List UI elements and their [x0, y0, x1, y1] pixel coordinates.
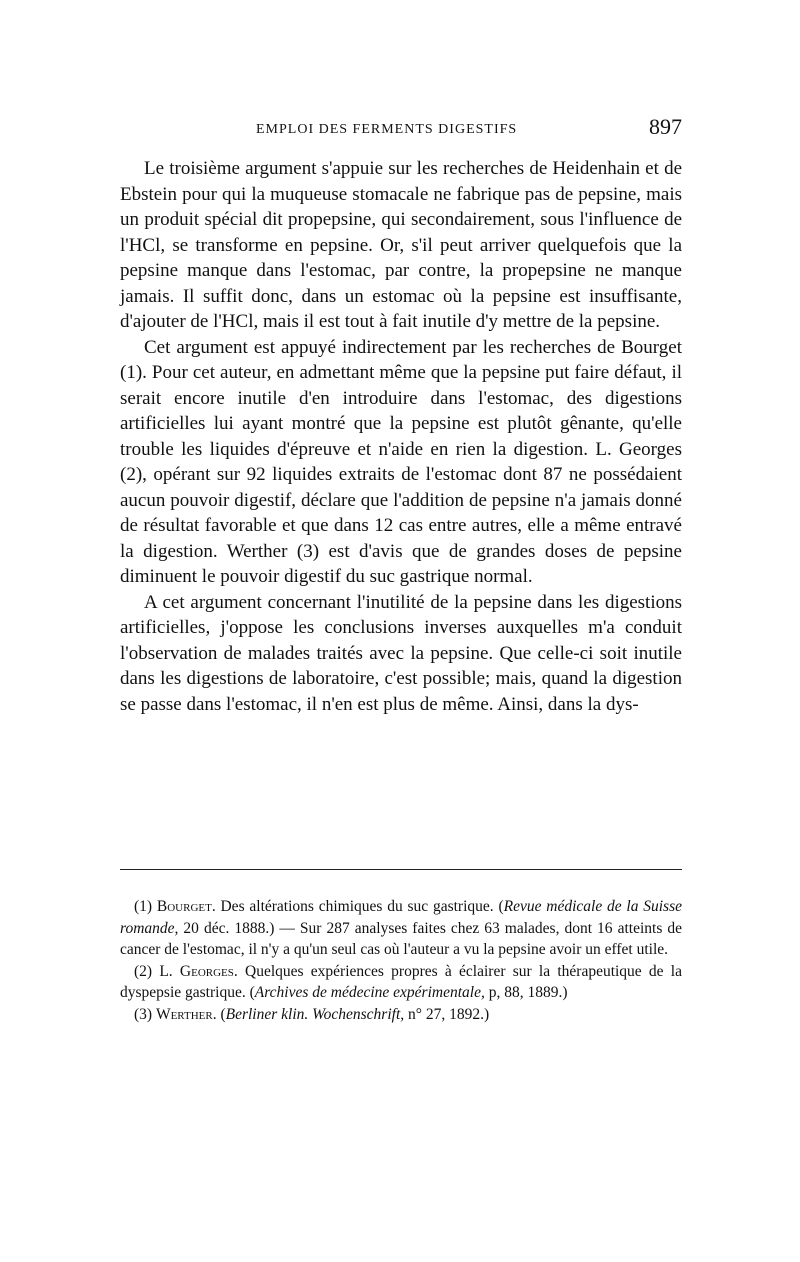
footnote-text: 20 déc. 1888.) — Sur 287 analyses faites chez 63 malades, dont 16 atteints de cancer de l'estomac, il n'y a qu'un seul cas où l'auteur a vu la pepsine avoir un effet utile. [120, 919, 682, 958]
footnotes [120, 896, 682, 1025]
footnote [120, 961, 682, 1004]
footnote-text: ( [216, 1005, 226, 1023]
footnote [120, 1004, 682, 1026]
footnote-number: (1) [134, 898, 153, 915]
footnote [120, 896, 682, 961]
footnote-text: n° 27, 1892.) [404, 1005, 490, 1023]
page-header [120, 114, 682, 144]
footnote-journal: Revue médicale de la Suisse romande, [120, 898, 682, 937]
footnote-text: Quelques expériences propres à éclairer sur la thérapeutique de la dyspepsie gastrique. ( [120, 962, 682, 1001]
body-text [120, 156, 682, 717]
paragraph: Cet argument est appuyé indirectement par les recherches de Bourget (1). Pour cet auteur, en admettant même que la pepsine put faire défaut, il serait encore inutile d'en introduire dans l'estomac, des digestions artificielles lui ayant montré que la pepsine est plutôt gênante, qu'elle trouble les liquides d'épreuve et n'aide en rien la digestion. L. Georges (2), opérant sur 92 liquides extraits de l'estomac dont 87 ne possédaient aucun pouvoir digestif, déclare que l'addition de pepsine n'a jamais donné de résultat favorable et que dans 12 cas entre autres, elle a même entravé la digestion. Werther (3) est d'avis que de grandes doses de pepsine diminuent le pouvoir digestif du suc gastrique normal. [120, 336, 682, 587]
footnote-author: Bourget. [156, 898, 216, 915]
footnote-author: Werther. [155, 1005, 217, 1023]
footnote-text: p, 88, 1889.) [484, 984, 568, 1001]
page-number: 897 [649, 114, 682, 139]
paragraph: A cet argument concernant l'inutilité de la pepsine dans les digestions artificielles, j'oppose les conclusions inverses auxquelles m'a conduit l'observation de malades traités avec la pepsine. Que celle-ci soit inutile dans les digestions de laboratoire, c'est possible; mais, quand la digestion se passe dans l'estomac, il n'en est plus de même. Ainsi, dans la dys- [120, 591, 682, 715]
footnote-number: (3) [134, 1005, 153, 1023]
paragraph: Le troisième argument s'appuie sur les recherches de Heidenhain et de Ebstein pour qui la muqueuse stomacale ne fabrique pas de pepsine, mais un produit spécial dit propepsine, qui secondairement, sous l'influence de l'HCl, se transforme en pepsine. Or, s'il peut arriver quelquefois que la pepsine manque dans l'estomac, par contre, la propepsine ne manque jamais. Il suffit donc, dans un estomac où la pepsine est insuffisante, d'ajouter de l'HCl, mais il est tout à fait inutile d'y mettre de la pepsine. [120, 158, 682, 332]
footnote-text: Des altérations chimiques du suc gastrique. ( [215, 898, 504, 915]
footnote-journal: Berliner klin. Wochenschrift, [225, 1005, 405, 1023]
running-title: EMPLOI DES FERMENTS DIGESTIFS [256, 122, 518, 137]
footnote-divider [120, 869, 682, 870]
footnote-number: (2) [134, 962, 153, 980]
footnote-journal: Archives de médecine expérimentale, [254, 984, 485, 1001]
footnote-author: L. Georges. [159, 962, 238, 980]
